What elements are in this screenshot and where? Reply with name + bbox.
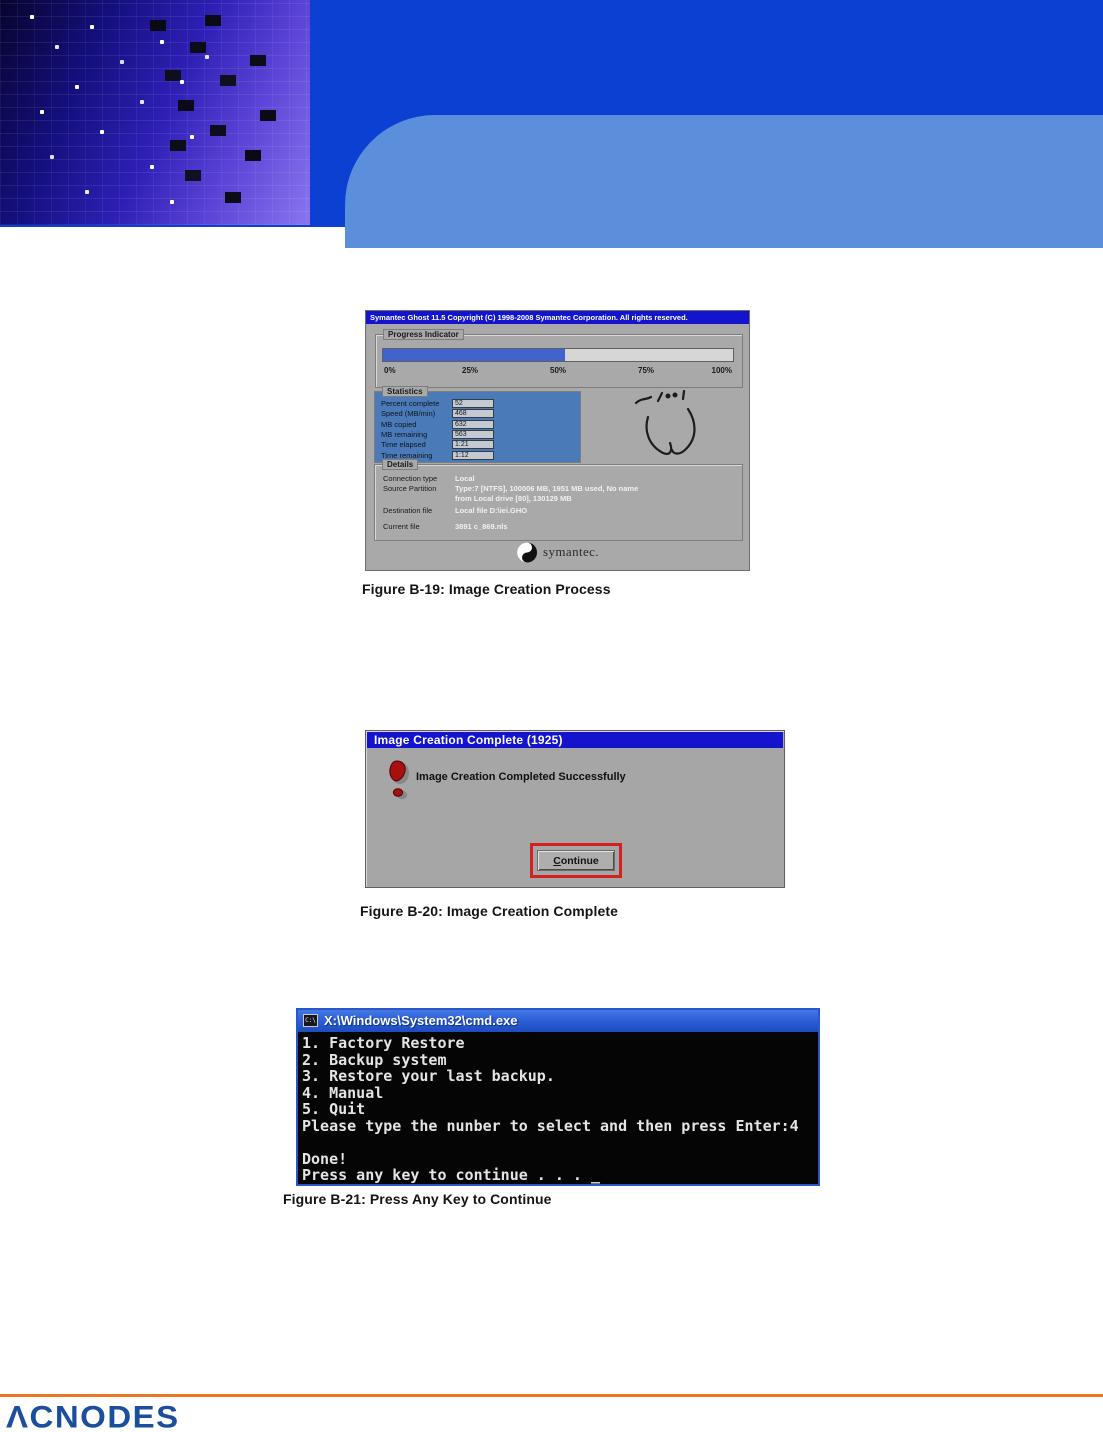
circuit-specks-decor xyxy=(30,15,34,19)
stat-row-time-elapsed xyxy=(375,440,580,450)
figure-b19-caption: Figure B-19: Image Creation Process xyxy=(362,581,611,597)
source-partition-value-line1: Type:7 [NTFS], 100006 MB, 1951 MB used, No name xyxy=(455,484,639,493)
console-line: Done! xyxy=(302,1149,348,1168)
source-partition-label: Source Partition xyxy=(383,484,437,493)
circuit-chips-decor xyxy=(150,20,166,31)
progress-group-label: Progress Indicator xyxy=(383,329,464,340)
symantec-logo-text: symantec. xyxy=(543,544,599,559)
header-banner-light-shape xyxy=(345,115,1103,248)
stat-label: Speed (MB/min) xyxy=(381,409,436,419)
annotation-highlight-box xyxy=(530,843,622,878)
continue-button-label: Continue xyxy=(553,854,599,867)
cmd-console-output xyxy=(298,1032,818,1184)
details-group xyxy=(374,460,743,541)
connection-type-label: Connection type xyxy=(383,474,438,483)
figure-b20-caption: Figure B-20: Image Creation Complete xyxy=(360,903,618,919)
tick-25: 25% xyxy=(461,366,479,375)
console-line: 3. Restore your last backup. xyxy=(302,1067,555,1085)
current-file-value: 3891 c_869.nls xyxy=(455,522,508,531)
cmd-window xyxy=(296,1008,820,1186)
footer-divider xyxy=(0,1394,1103,1397)
stat-value: 632 xyxy=(452,420,494,429)
stat-value: 1:12 xyxy=(452,451,494,460)
stat-label: Percent complete xyxy=(381,399,440,408)
stat-row-percent xyxy=(375,399,580,409)
tick-0: 0% xyxy=(384,366,396,375)
progress-bar xyxy=(382,348,734,362)
destination-file-value: Local file D:\iei.GHO xyxy=(455,506,528,515)
connection-type-value: Local xyxy=(455,474,475,483)
stat-label: Time elapsed xyxy=(381,440,426,450)
stat-value: 52 xyxy=(452,399,494,408)
cmd-titlebar xyxy=(298,1010,818,1032)
cmd-icon: C:\ xyxy=(303,1014,318,1027)
current-file-label: Current file xyxy=(383,522,420,531)
cmd-title-text: X:\Windows\System32\cmd.exe xyxy=(324,1013,518,1028)
stat-label: MB copied xyxy=(381,419,417,429)
console-line xyxy=(302,1134,818,1151)
stat-row-mb-remaining xyxy=(375,430,580,440)
figure-b21-caption: Figure B-21: Press Any Key to Continue xyxy=(283,1191,552,1207)
dialog-message: Image Creation Completed Successfully xyxy=(416,771,626,783)
stat-label: Time remaining xyxy=(381,450,433,460)
console-line: Press any key to continue . . . _ xyxy=(302,1166,601,1184)
circuit-board-image xyxy=(0,0,310,225)
symantec-logo-icon xyxy=(516,542,537,563)
stat-row-mb-copied xyxy=(375,420,580,430)
continue-button[interactable] xyxy=(537,850,615,871)
console-line: 1. Factory Restore xyxy=(302,1034,465,1052)
symantec-logo xyxy=(516,540,599,564)
stat-value: 563 xyxy=(452,430,494,439)
source-partition-value-line2: from Local drive [80], 130129 MB xyxy=(455,494,572,503)
tick-75: 75% xyxy=(637,366,655,375)
image-creation-complete-dialog xyxy=(365,730,785,888)
tick-50: 50% xyxy=(549,366,567,375)
exclamation-icon xyxy=(383,759,413,809)
progress-bar-fill xyxy=(383,349,565,361)
ghost-mascot-sketch-icon xyxy=(618,385,728,465)
destination-file-label: Destination file xyxy=(383,506,433,515)
stat-value: 468 xyxy=(452,409,494,418)
stat-label: MB remaining xyxy=(381,429,428,439)
console-line: 2. Backup system xyxy=(302,1050,447,1069)
ghost-titlebar: Symantec Ghost 11.5 Copyright (C) 1998-2008 Symantec Corporation. All rights reserved. xyxy=(366,311,749,324)
console-line: 5. Quit xyxy=(302,1100,366,1118)
ghost-window xyxy=(365,310,750,571)
stat-value: 1:21 xyxy=(452,440,494,449)
dialog-titlebar: Image Creation Complete (1925) xyxy=(367,732,783,748)
console-line: Please type the nunber to select and then press Enter:4 xyxy=(302,1116,799,1135)
acnodes-logo: ΛCNODES xyxy=(6,1398,180,1432)
console-line: 4. Manual xyxy=(302,1083,384,1102)
details-group-label: Details xyxy=(382,459,418,470)
statistics-group-label: Statistics xyxy=(382,386,428,397)
stat-row-speed xyxy=(375,409,580,419)
statistics-group xyxy=(374,387,581,463)
progress-ticks xyxy=(382,366,734,376)
tick-100: 100% xyxy=(711,366,732,375)
progress-indicator-group xyxy=(375,330,743,388)
